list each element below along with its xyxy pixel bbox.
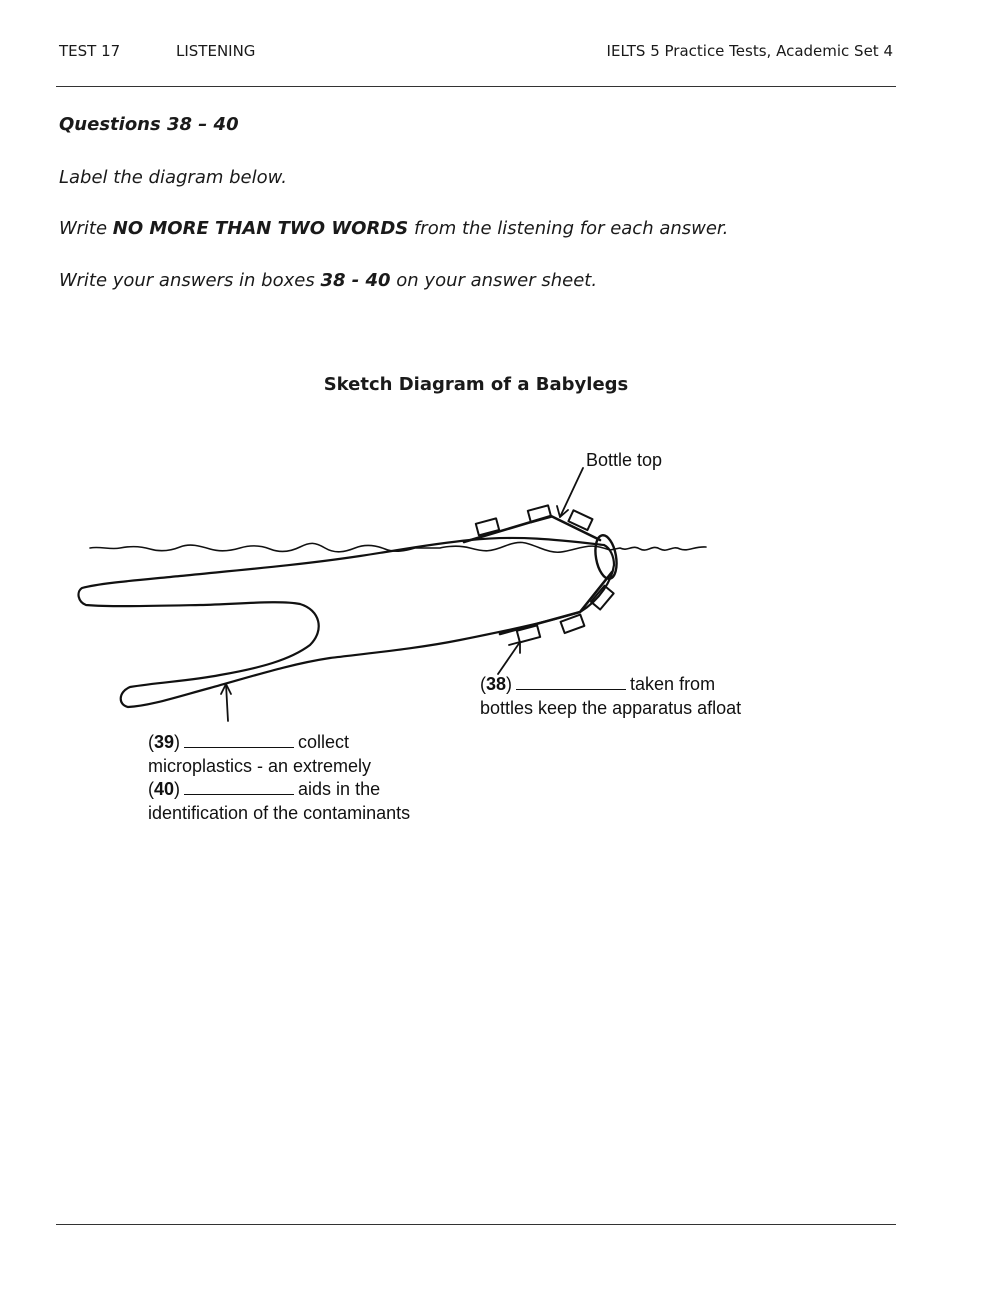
instruction-label-diagram: Label the diagram below.	[59, 167, 287, 188]
diagram-title: Sketch Diagram of a Babylegs	[323, 374, 629, 395]
net-mouth-ring	[592, 534, 619, 581]
instruction-word-limit	[59, 218, 728, 239]
footer-divider	[56, 1224, 896, 1225]
instruction-word-limit-pre: Write	[59, 218, 113, 239]
question-38-after-blank: taken from	[630, 674, 716, 694]
question-39-line1: (39) collect	[148, 732, 350, 752]
test-number: TEST 17	[59, 42, 121, 60]
question-40-line1: (40) aids in the	[148, 779, 381, 799]
question-38-line1: (38) taken from	[480, 674, 716, 694]
bottle-top-float	[476, 518, 499, 535]
question-40-number: 40	[154, 779, 175, 799]
q38-arrowhead	[509, 642, 520, 653]
question-40-blank[interactable]	[184, 778, 294, 795]
book-title: IELTS 5 Practice Tests, Academic Set 4	[606, 42, 893, 60]
q39-arrowhead	[221, 684, 231, 694]
instruction-word-limit-post: from the listening for each answer.	[408, 218, 729, 239]
question-39-40-label	[148, 731, 410, 825]
bottle-top-float	[568, 510, 592, 530]
question-38-blank[interactable]	[516, 673, 626, 690]
instruction-word-limit-bold: NO MORE THAN TWO WORDS	[112, 218, 409, 239]
questions-heading: Questions 38 – 40	[59, 114, 239, 135]
water-surface-line	[90, 542, 706, 552]
bottle-top-arrowhead	[557, 506, 568, 517]
question-39-after-blank: collect	[298, 732, 350, 752]
bottle-top-label: Bottle top	[586, 450, 663, 470]
bottle-top-arrow	[560, 468, 583, 517]
question-40-after-blank: aids in the	[298, 779, 381, 799]
bottle-top-float	[528, 505, 551, 522]
question-39-number: 39	[154, 732, 175, 752]
question-38-label	[480, 673, 741, 720]
page-header	[0, 42, 1000, 64]
question-38-number: 38	[486, 674, 507, 694]
frame-bottom-line	[500, 572, 612, 634]
instruction-answer-boxes-bold: 38 - 40	[320, 270, 391, 291]
header-divider	[56, 86, 896, 87]
q38-arrow	[498, 642, 520, 674]
bottle-top-float	[517, 625, 540, 642]
question-38-line2: bottles keep the apparatus afloat	[480, 697, 742, 718]
question-40-line2: identification of the contaminants	[148, 802, 411, 823]
bottle-top-float	[591, 586, 614, 610]
frame-top-line	[464, 516, 600, 542]
question-39-blank[interactable]	[184, 731, 294, 748]
instruction-answer-boxes	[59, 270, 597, 291]
q39-arrow	[226, 684, 228, 721]
instruction-answer-boxes-post: on your answer sheet.	[390, 270, 598, 291]
section-name: LISTENING	[176, 42, 256, 60]
instruction-answer-boxes-pre: Write your answers in boxes	[59, 270, 321, 291]
bottle-top-float	[561, 615, 585, 633]
question-39-line2: microplastics - an extremely	[148, 755, 372, 776]
